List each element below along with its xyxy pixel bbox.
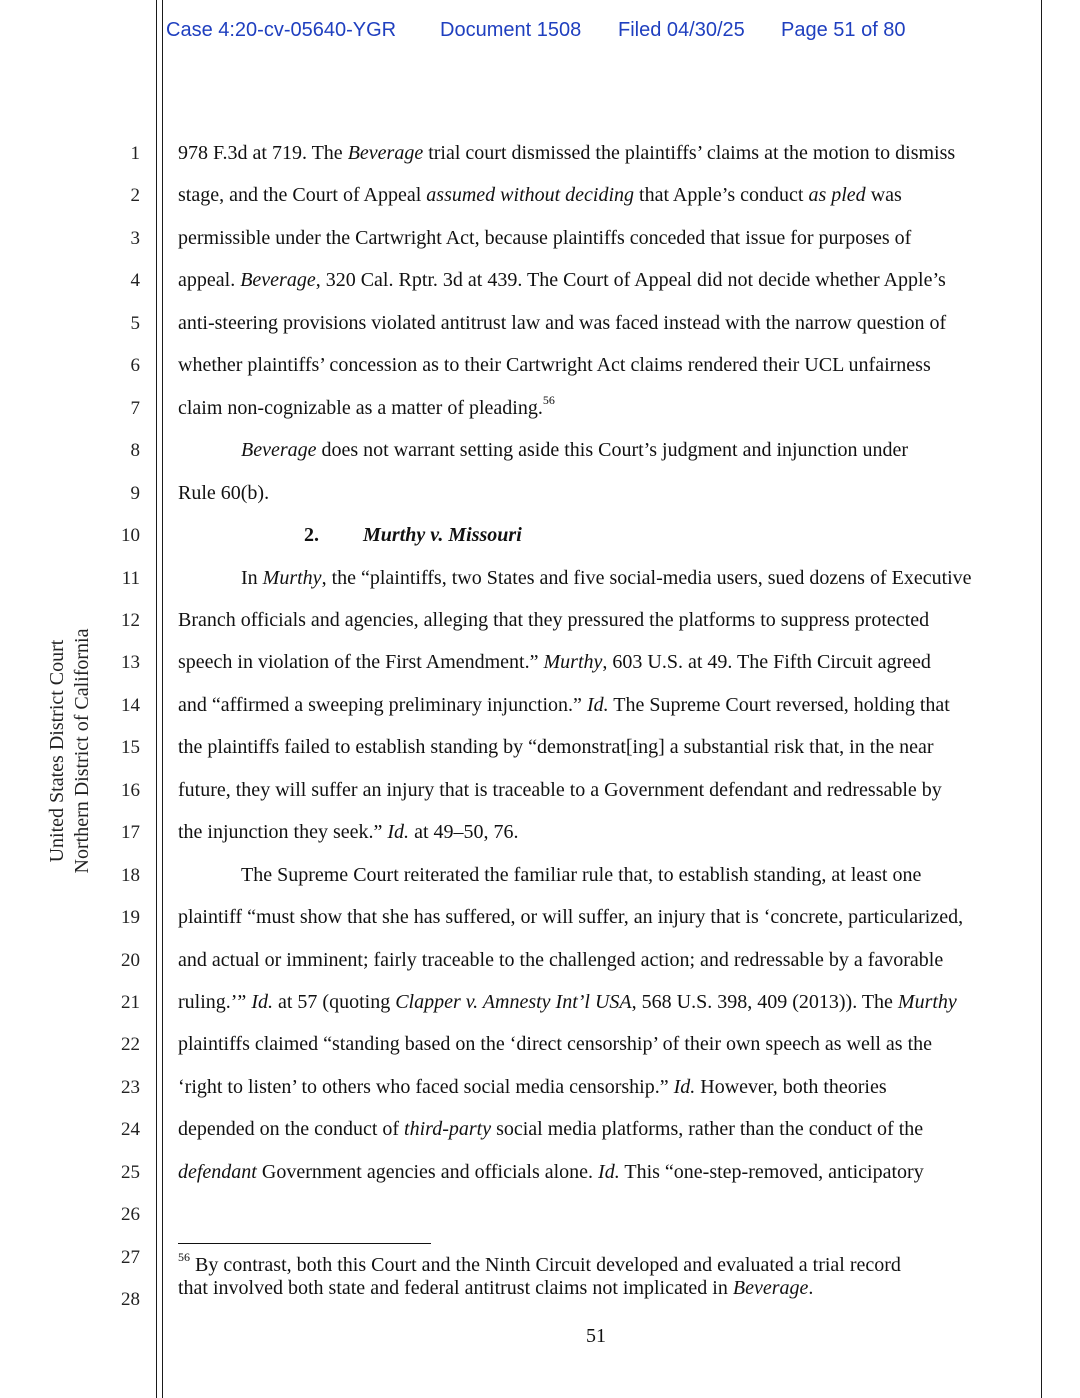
italic-text: Beverage xyxy=(240,269,316,292)
page-number: 51 xyxy=(586,1325,606,1347)
text-line xyxy=(178,1118,923,1141)
text-run: , 603 U.S. at 49. The Fifth Circuit agreed xyxy=(602,651,931,674)
line-number: 5 xyxy=(130,312,140,334)
text-line xyxy=(241,864,921,887)
text-line xyxy=(178,949,943,972)
text-run: However, both theories xyxy=(695,1075,887,1098)
line-number: 20 xyxy=(121,949,140,971)
text-line xyxy=(178,651,931,674)
line-number: 10 xyxy=(121,525,140,547)
margin-rule-right xyxy=(1041,0,1042,1398)
text-run: whether plaintiffs’ concession as to their Cartwright Act claims rendered their UCL unfairness xyxy=(178,354,931,377)
italic-text: Id. xyxy=(673,1075,696,1098)
footnote-text: that involved both state and federal antitrust claims not implicated in xyxy=(178,1277,733,1299)
text-run: and actual or imminent; fairly traceable to the challenged action; and redressable by a favorable xyxy=(178,948,944,971)
footnote-text: By contrast, both this Court and the Ninth Circuit developed and evaluated a trial record xyxy=(190,1254,901,1276)
line-number: 13 xyxy=(121,652,140,674)
text-run: was xyxy=(865,184,902,207)
text-line xyxy=(178,609,929,632)
line-number: 24 xyxy=(121,1119,140,1141)
line-number: 25 xyxy=(121,1161,140,1183)
line-number: 11 xyxy=(121,567,140,589)
text-line xyxy=(241,567,972,590)
text-run: permissible under the Cartwright Act, because plaintiffs conceded that issue for purposes of xyxy=(178,226,912,249)
italic-text: assumed without deciding xyxy=(426,184,635,207)
line-number: 3 xyxy=(130,227,140,249)
text-line xyxy=(178,991,957,1014)
page-of-total: Page 51 of 80 xyxy=(781,19,906,41)
text-line xyxy=(178,184,902,207)
line-number: 18 xyxy=(121,864,140,886)
line-number: 19 xyxy=(121,907,140,929)
margin-rule-left-2 xyxy=(162,0,163,1398)
line-number: 9 xyxy=(130,482,140,504)
text-line xyxy=(178,906,963,929)
text-line xyxy=(304,524,522,547)
ecf-header xyxy=(166,19,1046,47)
text-line xyxy=(178,821,519,844)
text-run: plaintiffs claimed “standing based on the ‘direct censorship’ of their own speech as well as the xyxy=(178,1033,933,1056)
text-line xyxy=(178,694,950,717)
footnote-line xyxy=(178,1250,901,1277)
text-line xyxy=(178,142,955,165)
footnote-case-name: Beverage xyxy=(732,1277,809,1299)
text-run: This “one-step-removed, anticipatory xyxy=(619,1160,924,1183)
italic-text: Id. xyxy=(251,991,273,1013)
line-number: 26 xyxy=(121,1204,140,1226)
text-run: stage, and the Court of Appeal xyxy=(178,184,427,207)
district-name: Northern District of California xyxy=(71,628,93,874)
text-run: In xyxy=(241,566,263,589)
text-run: anti-steering provisions violated antitrust law and was faced instead with the narrow question of xyxy=(178,311,947,334)
text-line xyxy=(178,392,555,420)
line-number: 28 xyxy=(121,1289,140,1311)
line-number: 8 xyxy=(130,440,140,462)
section-heading-text: Murthy v. Missouri xyxy=(363,524,522,547)
text-run: , 568 U.S. 398, 409 (2013)). The xyxy=(631,991,898,1013)
text-run: The Supreme Court reiterated the familiar rule that, to establish standing, at least one xyxy=(241,863,922,886)
italic-text: third-party xyxy=(404,1118,492,1141)
text-run: the injunction they seek.” xyxy=(178,821,388,844)
italic-text: Beverage xyxy=(347,142,424,164)
text-run: at 49–50, 76. xyxy=(409,821,519,844)
margin-rule-left-1 xyxy=(156,0,157,1398)
line-number: 15 xyxy=(121,737,140,759)
text-run: The Supreme Court reversed, holding that xyxy=(608,693,950,716)
text-line xyxy=(178,779,942,802)
text-run: speech in violation of the First Amendment.” xyxy=(178,651,544,674)
text-line xyxy=(178,736,934,759)
line-number: 2 xyxy=(130,185,140,207)
text-run: does not warrant setting aside this Court’s judgment and injunction under xyxy=(316,439,909,462)
text-run: that Apple’s conduct xyxy=(634,184,809,207)
text-run: claim non-cognizable as a matter of pleading. xyxy=(178,396,543,419)
text-run: , the “plaintiffs, two States and five social-media users, sued dozens of Executive xyxy=(321,566,972,589)
italic-text: defendant xyxy=(178,1160,257,1183)
document-number: Document 1508 xyxy=(440,19,582,41)
line-number: 21 xyxy=(121,992,140,1013)
text-run: ‘right to listen’ to others who faced social media censorship.” xyxy=(178,1075,674,1098)
line-number: 7 xyxy=(130,397,140,419)
text-line xyxy=(178,1076,887,1099)
text-run: the plaintiffs failed to establish standing by “demonstrat[ing] a substantial risk that, in the near xyxy=(178,736,934,759)
text-run: ruling.’” xyxy=(178,991,252,1013)
footnote-number: 56 xyxy=(178,1250,190,1264)
italic-text: Clapper v. Amnesty Int’l USA xyxy=(395,991,632,1013)
italic-text: as pled xyxy=(808,184,866,207)
text-run: 978 F.3d at 719. The xyxy=(178,142,348,164)
line-number: 4 xyxy=(130,270,140,292)
section-heading-text: 2. xyxy=(304,524,319,547)
text-line xyxy=(178,354,931,377)
text-run: and “affirmed a sweeping preliminary injunction.” xyxy=(178,693,587,716)
italic-text: Id. xyxy=(598,1160,620,1183)
line-number: 14 xyxy=(121,694,140,716)
text-run: at 57 (quoting xyxy=(272,991,396,1013)
line-number: 12 xyxy=(121,609,140,631)
text-line xyxy=(178,1033,932,1056)
text-run: appeal. xyxy=(178,269,241,292)
case-number: Case 4:20-cv-05640-YGR xyxy=(166,19,397,41)
line-number: 23 xyxy=(121,1076,140,1098)
italic-text: Id. xyxy=(586,693,609,716)
italic-text: Id. xyxy=(387,821,410,844)
line-number: 16 xyxy=(121,779,140,801)
line-number: 1 xyxy=(130,143,140,164)
text-run: Rule 60(b). xyxy=(178,481,270,504)
footnote-rule xyxy=(178,1243,431,1244)
line-number: 6 xyxy=(130,355,140,377)
court-name: United States District Court xyxy=(46,639,68,863)
footnote-line xyxy=(178,1277,813,1300)
text-line xyxy=(178,1161,924,1184)
text-line xyxy=(178,269,946,292)
text-run: future, they will suffer an injury that is traceable to a Government defendant and redressable by xyxy=(178,778,942,801)
italic-text: Murthy xyxy=(543,651,603,674)
text-line xyxy=(178,227,911,250)
line-number: 17 xyxy=(121,822,140,844)
text-run: social media platforms, rather than the conduct of the xyxy=(491,1118,924,1141)
text-run: trial court dismissed the plaintiffs’ claims at the motion to dismiss xyxy=(423,142,956,164)
text-run: Branch officials and agencies, alleging that they pressured the platforms to suppress protected xyxy=(178,608,930,631)
text-run: plaintiff “must show that she has suffered, or will suffer, an injury that is ‘concrete, particularized, xyxy=(178,906,964,929)
text-line xyxy=(241,439,908,462)
line-number: 27 xyxy=(121,1246,140,1268)
footnote-text: . xyxy=(808,1277,814,1299)
text-line xyxy=(178,482,269,505)
text-run: depended on the conduct of xyxy=(178,1118,405,1141)
italic-text: Beverage xyxy=(241,439,317,462)
filed-date: Filed 04/30/25 xyxy=(618,19,745,41)
text-line xyxy=(178,312,946,335)
line-number: 22 xyxy=(121,1034,140,1056)
footnote-ref: 56 xyxy=(542,392,555,407)
text-run: Government agencies and officials alone. xyxy=(256,1160,599,1183)
text-run: , 320 Cal. Rptr. 3d at 439. The Court of Appeal did not decide whether Apple’s xyxy=(315,269,946,292)
italic-text: Murthy xyxy=(897,991,957,1013)
italic-text: Murthy xyxy=(262,566,322,589)
